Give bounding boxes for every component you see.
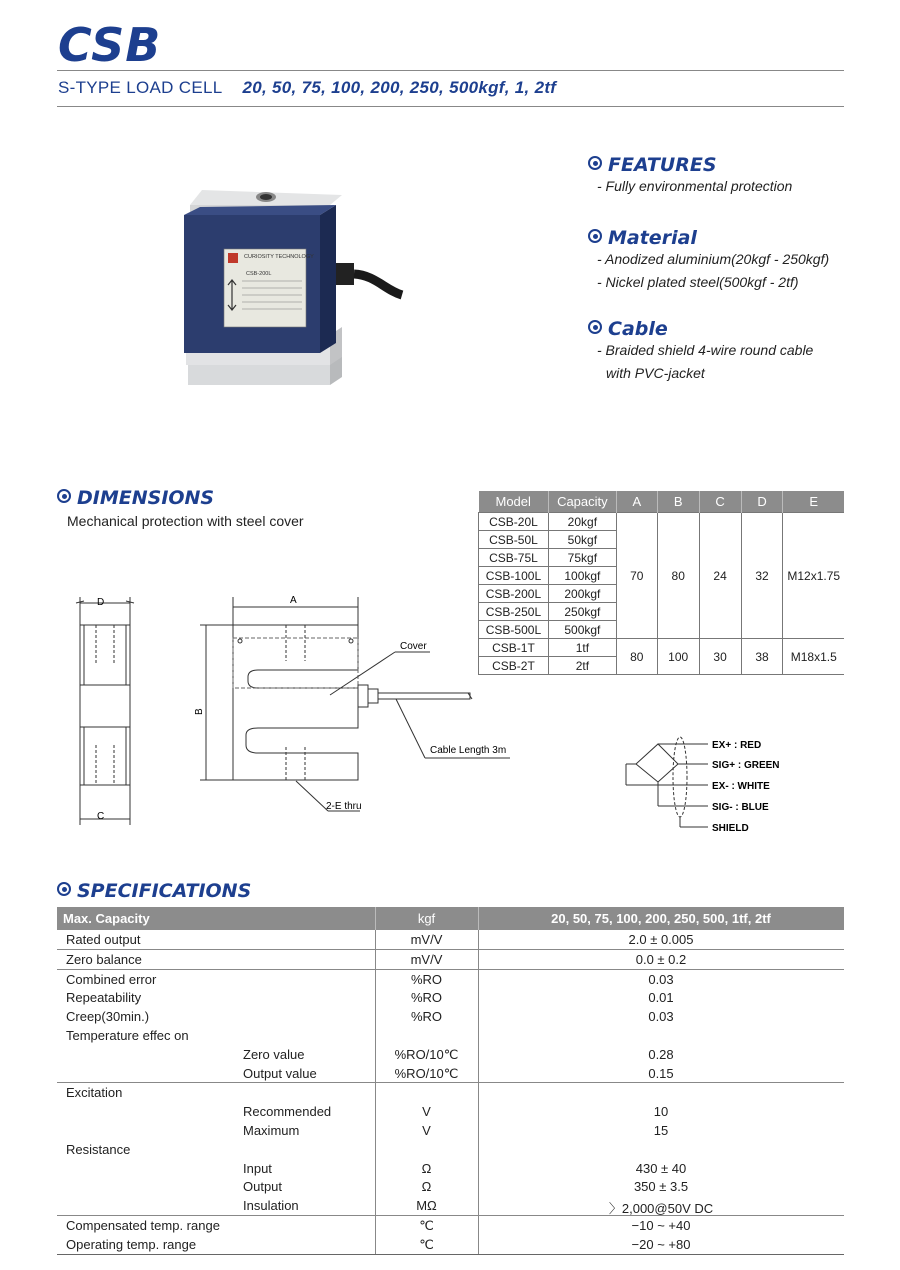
spec-body <box>57 930 844 1254</box>
product-photo <box>170 185 410 400</box>
spec-header-values: 20, 50, 75, 100, 200, 250, 500, 1tf, 2tf <box>551 911 771 926</box>
spec-label: Excitation <box>66 1085 123 1101</box>
col-model: Model <box>479 491 549 513</box>
photo-label-maker: CURIOSITY TECHNOLOGY <box>244 254 314 260</box>
spec-value: 10 <box>653 1104 669 1120</box>
spec-sublabel: Zero value <box>243 1046 305 1062</box>
cover-label: Cover <box>400 641 427 652</box>
feature-item: - Fully environmental protection <box>597 178 793 194</box>
col-e: E <box>783 491 844 513</box>
spec-value: 430 ± 40 <box>635 1160 687 1176</box>
brand-title: CSB <box>58 18 162 72</box>
material-item-aluminium: - Anodized aluminium(20kgf - 250kgf) <box>597 251 830 267</box>
subtitle <box>58 78 556 98</box>
col-capacity: Capacity <box>548 491 616 513</box>
table-row: CSB-100L 100kgf <box>479 567 845 585</box>
col-d: D <box>741 491 783 513</box>
dimensions-table <box>478 491 844 675</box>
spec-sublabel: Maximum <box>243 1122 300 1138</box>
spec-bottom-rule <box>57 1254 844 1255</box>
header-rule-top <box>57 70 844 71</box>
features-heading: FEATURES <box>588 154 717 176</box>
col-a: A <box>616 491 657 513</box>
spec-row <box>57 1007 844 1026</box>
table-row: CSB-20L 20kgf 70 80 24 32 M12x1.75 <box>479 513 845 531</box>
spec-label: Resistance <box>66 1141 131 1157</box>
cable-length-label: Cable Length 3m <box>430 745 507 756</box>
spec-unit: Ω <box>421 1160 432 1176</box>
bullet-icon <box>588 229 602 243</box>
material-item-steel: - Nickel plated steel(500kgf - 2tf) <box>597 274 799 290</box>
spec-value: 0.01 <box>648 990 674 1006</box>
material-heading: Material <box>588 227 697 249</box>
cable-item: - Braided shield 4-wire round cable <box>597 342 814 358</box>
spec-label: Repeatability <box>66 990 142 1006</box>
table-row: CSB-1T 1tf 80 100 30 38 M18x1.5 <box>479 639 845 657</box>
cable-item-jacket: with PVC-jacket <box>606 365 705 381</box>
header-rule-bottom <box>57 106 844 107</box>
wire-shield: SHIELD <box>712 823 749 834</box>
wiring-diagram <box>620 732 850 842</box>
spec-unit: %RO <box>410 990 443 1006</box>
dim-label-a: A <box>290 595 297 606</box>
spec-row <box>57 1121 844 1140</box>
spec-label: Combined error <box>66 971 157 987</box>
wire-sig-plus: SIG+ : GREEN <box>712 760 780 771</box>
spec-row <box>57 1045 844 1064</box>
wire-ex-plus: EX+ : RED <box>712 740 762 751</box>
dimensions-note: Mechanical protection with steel cover <box>67 513 304 529</box>
dim-label-d: D <box>97 597 105 608</box>
spec-header-capacity: Max. Capacity <box>63 911 150 926</box>
spec-value: 0.28 <box>648 1046 674 1062</box>
table-row: CSB-2T 2tf <box>479 657 845 675</box>
spec-label: Creep(30min.) <box>66 1009 150 1025</box>
spec-label: Compensated temp. range <box>66 1217 220 1233</box>
table-row: CSB-500L 500kgf <box>479 621 845 639</box>
spec-unit: %RO <box>410 971 443 987</box>
spec-row <box>57 1064 844 1083</box>
col-c: C <box>699 491 741 513</box>
photo-label-model: CSB-200L <box>246 271 272 277</box>
capacity-range: 20, 50, 75, 100, 200, 250, 500kgf, 1, 2tf <box>242 78 557 97</box>
spec-value: 15 <box>653 1122 669 1138</box>
subtitle-type: S-TYPE LOAD CELL <box>58 78 223 97</box>
spec-value: −10 ~ +40 <box>631 1217 691 1233</box>
spec-unit: mV/V <box>410 951 443 967</box>
spec-value: 0.15 <box>648 1065 674 1081</box>
spec-label: Temperature effec on <box>66 1027 189 1043</box>
dimensions-table-header <box>479 491 845 513</box>
spec-unit: %RO/10℃ <box>394 1046 459 1062</box>
dim-label-b: B <box>194 708 205 715</box>
spec-header-unit: kgf <box>417 911 436 926</box>
spec-value: 0.03 <box>648 1009 674 1025</box>
spec-unit: MΩ <box>416 1198 437 1214</box>
spec-sublabel: Insulation <box>243 1198 299 1214</box>
spec-value: 〉2,000@50V DC <box>608 1201 714 1217</box>
spec-row <box>57 1215 844 1235</box>
table-row: CSB-75L 75kgf <box>479 549 845 567</box>
spec-unit: %RO <box>410 1009 443 1025</box>
spec-value: 2.0 ± 0.005 <box>628 932 694 947</box>
specifications-heading: SPECIFICATIONS <box>57 880 251 902</box>
spec-label: Rated output <box>66 932 141 947</box>
spec-row <box>57 969 844 989</box>
spec-unit: V <box>422 1104 431 1120</box>
spec-unit: ℃ <box>419 1217 434 1233</box>
mechanical-drawing <box>60 585 507 830</box>
spec-unit: Ω <box>421 1179 432 1195</box>
bullet-icon <box>588 156 602 170</box>
spec-value: −20 ~ +80 <box>631 1236 691 1252</box>
spec-row <box>57 1140 844 1159</box>
col-b: B <box>657 491 699 513</box>
spec-value: 350 ± 3.5 <box>633 1179 689 1195</box>
spec-row <box>57 930 844 949</box>
spec-header-row <box>57 907 844 930</box>
spec-label: Operating temp. range <box>66 1236 197 1252</box>
spec-unit: %RO/10℃ <box>394 1065 459 1081</box>
thru-label: 2-E thru <box>326 801 362 812</box>
wire-sig-minus: SIG- : BLUE <box>712 802 769 813</box>
bullet-icon <box>57 489 71 503</box>
dimensions-heading: DIMENSIONS <box>57 487 214 509</box>
spec-row <box>57 988 844 1007</box>
spec-unit: ℃ <box>419 1236 434 1252</box>
specifications-table <box>57 907 844 1255</box>
table-row: CSB-200L 200kgf <box>479 585 845 603</box>
spec-row <box>57 1196 844 1215</box>
spec-value: 0.03 <box>648 971 674 987</box>
spec-row <box>57 1235 844 1254</box>
table-row: CSB-250L 250kgf <box>479 603 845 621</box>
spec-row <box>57 1102 844 1121</box>
spec-row <box>57 1159 844 1178</box>
spec-unit: mV/V <box>410 932 443 947</box>
spec-row <box>57 1177 844 1196</box>
bullet-icon <box>588 320 602 334</box>
spec-row <box>57 949 844 969</box>
spec-label: Zero balance <box>66 951 142 967</box>
spec-unit: V <box>422 1122 431 1138</box>
spec-sublabel: Output value <box>243 1065 317 1081</box>
table-row: CSB-50L 50kgf <box>479 531 845 549</box>
spec-value: 0.0 ± 0.2 <box>635 951 687 967</box>
spec-sublabel: Recommended <box>243 1104 332 1120</box>
spec-sublabel: Output <box>243 1179 283 1195</box>
wire-ex-minus: EX- : WHITE <box>712 781 770 792</box>
dim-label-c: C <box>97 811 105 822</box>
cable-heading: Cable <box>588 318 668 340</box>
spec-sublabel: Input <box>243 1160 272 1176</box>
spec-row <box>57 1082 844 1102</box>
spec-row <box>57 1026 844 1045</box>
bullet-icon <box>57 882 71 896</box>
